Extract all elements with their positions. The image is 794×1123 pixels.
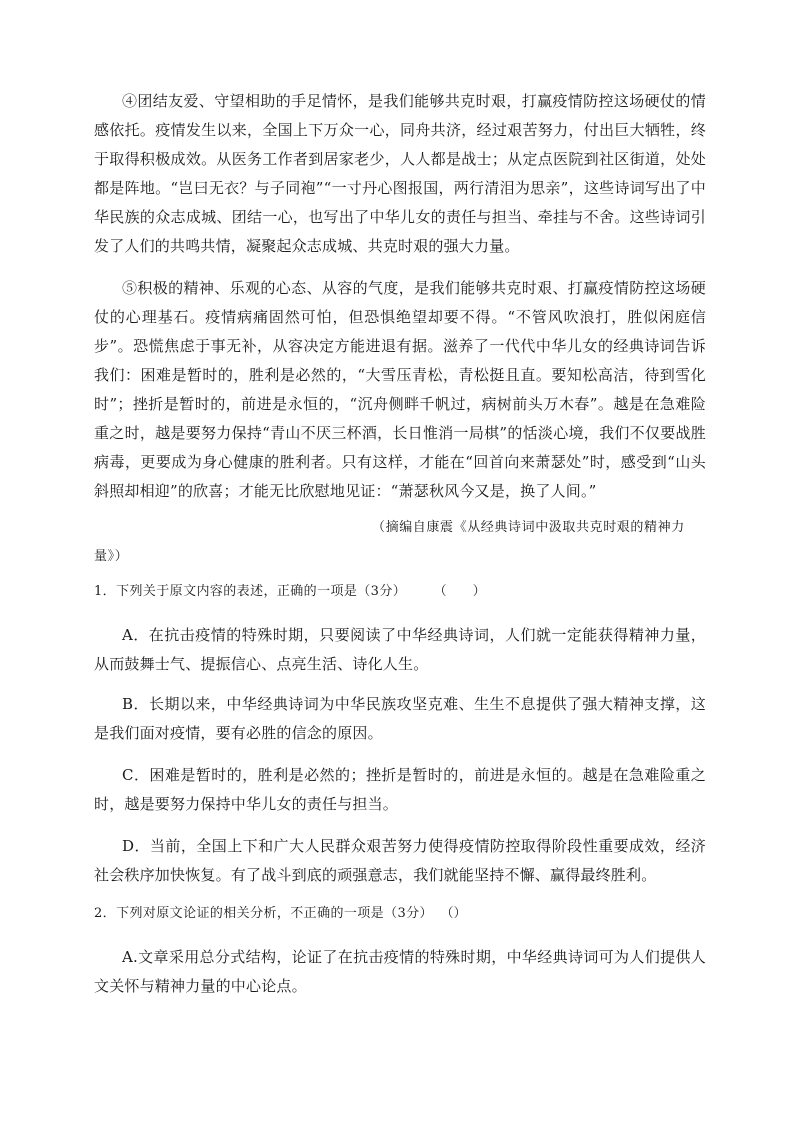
question-1-option-d: D．当前，全国上下和广大人民群众艰苦努力使得疫情防控取得阶段性重要成效，经济社会秩序加快恢复。有了战斗到底的顽强意志，我们就能坚持不懈、赢得最终胜利。 — [94, 837, 706, 884]
question-1-stem-text: 1．下列关于原文内容的表述，正确的一项是（3分） — [94, 584, 407, 599]
question-1-answer-blank: （ ） — [440, 584, 486, 599]
question-2-stem — [94, 903, 706, 925]
passage-paragraph-4: ④团结友爱、守望相助的手足情怀，是我们能够共克时艰，打赢疫情防控这场硬仗的情感依托。疫情发生以来，全国上下万众一心，同舟共济，经过艰苦努力，付出巨大牺牲，终于取得积极成效。从医务工作者到居家老少，人人都是战士；从定点医院到社区街道，处处都是阵地。“岂曰无衣？与子同袍”“一寸丹心图报国，两行清泪为思亲”，这些诗词写出了中华民族的众志成城、团结一心，也写出了中华儿女的责任与担当、牵挂与不舍。这些诗词引发了人们的共鸣共情，凝聚起众志成城、共克时艰的强大力量。 — [94, 92, 706, 255]
passage-paragraph-5: ⑤积极的精神、乐观的心态、从容的气度，是我们能够共克时艰、打赢疫情防控这场硬仗的心理基石。疫情病痛固然可怕，但恐惧绝望却要不得。“不管风吹浪打，胜似闲庭信步”。恐慌焦虑于事无补，从容决定方能进退有据。滋养了一代代中华儿女的经典诗词告诉我们：困难是暂时的，胜利是必然的，“大雪压青松，青松挺且直。要知松高洁，待到雪化时”；挫折是暂时的，前进是永恒的，“沉舟侧畔千帆过，病树前头万木春”。越是在急难险重之时，越是要努力保持“青山不厌三杯酒，长日惟消一局棋”的恬淡心境，我们不仅要战胜病毒，更要成为身心健康的胜利者。只有这样，才能在“回首向来萧瑟处”时，感受到“山头斜照却相迎”的欣喜；才能无比欣慰地见证：“萧瑟秋风今又是，换了人间。” — [94, 279, 706, 500]
question-2-option-a: A.文章采用总分式结构，论证了在抗击疫情的特殊时期，中华经典诗词可为人们提供人文关怀与精神力量的中心论点。 — [94, 948, 706, 995]
passage-source-citation: （摘编自康震《从经典诗词中汲取共克时艰的精神力量》） — [94, 520, 685, 564]
question-2-stem-text: 2．下列对原文论证的相关分析，不正确的一项是（3分） — [94, 906, 433, 921]
question-1-option-c: C．困难是暂时的，胜利是必然的；挫折是暂时的，前进是永恒的。越是在急难险重之时，越是要努力保持中华儿女的责任与担当。 — [94, 766, 706, 813]
question-1-option-b: B．长期以来，中华经典诗词为中华民族攻坚克难、生生不息提供了强大精神支撑，这是我们面对疫情，要有必胜的信念的原因。 — [94, 695, 706, 742]
question-1-option-a: A．在抗击疫情的特殊时期，只要阅读了中华经典诗词，人们就一定能获得精神力量，从而鼓舞士气、提振信心、点亮生活、诗化人生。 — [94, 626, 706, 673]
question-2-answer-blank: （） — [446, 906, 467, 921]
question-1-stem — [94, 581, 706, 603]
